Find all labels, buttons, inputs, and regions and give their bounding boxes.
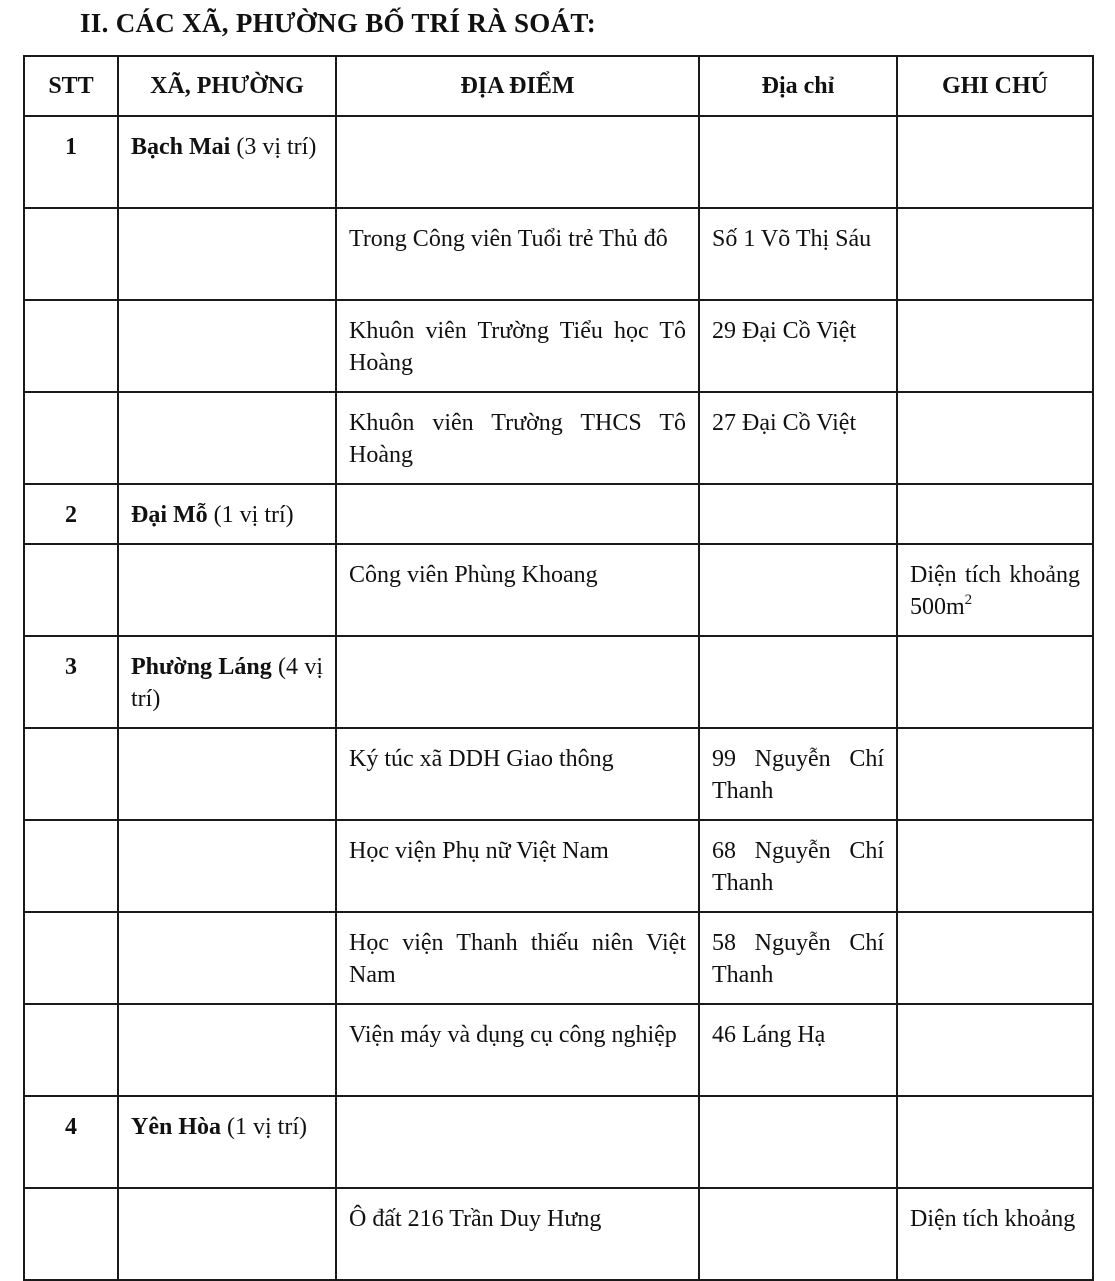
ward-count: (3 vị trí): [230, 134, 317, 160]
address-cell: Số 1 Võ Thị Sáu: [699, 208, 897, 300]
note-cell: [897, 636, 1093, 728]
ward-cell: [118, 1188, 336, 1280]
location-cell: [336, 116, 699, 208]
note-cell: [897, 1096, 1093, 1188]
table-row: [24, 728, 1093, 820]
stt-cell: [24, 392, 118, 484]
table-row: [24, 912, 1093, 1004]
ward-name: Đại Mỗ: [131, 502, 208, 528]
note-cell: [897, 208, 1093, 300]
location-cell: Ký túc xã DDH Giao thông: [336, 728, 699, 820]
table-row: [24, 208, 1093, 300]
header-stt: STT: [24, 56, 118, 116]
address-cell: [699, 636, 897, 728]
ward-cell: [118, 636, 336, 728]
table-row: [24, 1096, 1093, 1188]
location-cell: Ô đất 216 Trần Duy Hưng: [336, 1188, 699, 1280]
stt-cell: [24, 1188, 118, 1280]
ward-cell: [118, 1096, 336, 1188]
stt-cell: [24, 820, 118, 912]
address-cell: 27 Đại Cồ Việt: [699, 392, 897, 484]
location-cell: Công viên Phùng Khoang: [336, 544, 699, 636]
note-cell: [897, 728, 1093, 820]
address-cell: 46 Láng Hạ: [699, 1004, 897, 1096]
stt-cell: 1: [24, 116, 118, 208]
address-cell: 68 Nguyễn Chí Thanh: [699, 820, 897, 912]
note-cell: [897, 484, 1093, 544]
ward-cell: [118, 728, 336, 820]
address-cell: 29 Đại Cồ Việt: [699, 300, 897, 392]
table-row: [24, 636, 1093, 728]
address-cell: [699, 544, 897, 636]
table-row: [24, 484, 1093, 544]
header-ward: XÃ, PHƯỜNG: [118, 56, 336, 116]
note-cell: [897, 392, 1093, 484]
location-cell: [336, 636, 699, 728]
header-location: ĐỊA ĐIỂM: [336, 56, 699, 116]
locations-table: [23, 55, 1094, 1281]
table-row: [24, 300, 1093, 392]
location-cell: [336, 484, 699, 544]
location-cell: Học viện Phụ nữ Việt Nam: [336, 820, 699, 912]
note-cell: [897, 1004, 1093, 1096]
ward-cell: [118, 544, 336, 636]
note-cell: [897, 820, 1093, 912]
address-cell: [699, 484, 897, 544]
address-cell: 58 Nguyễn Chí Thanh: [699, 912, 897, 1004]
ward-cell: [118, 300, 336, 392]
ward-count: (4 vị trí): [131, 654, 323, 712]
table-header-row: [24, 56, 1093, 116]
table-row: [24, 392, 1093, 484]
ward-cell: [118, 208, 336, 300]
note-cell: [897, 544, 1093, 636]
address-cell: 99 Nguyễn Chí Thanh: [699, 728, 897, 820]
stt-cell: [24, 544, 118, 636]
stt-cell: [24, 300, 118, 392]
stt-cell: 2: [24, 484, 118, 544]
address-cell: [699, 1188, 897, 1280]
location-cell: Khuôn viên Trường THCS Tô Hoàng: [336, 392, 699, 484]
note-text: Diện tích khoảng 500m: [910, 562, 1080, 620]
stt-cell: [24, 208, 118, 300]
stt-cell: [24, 728, 118, 820]
location-cell: [336, 1096, 699, 1188]
ward-cell: [118, 912, 336, 1004]
ward-name: Yên Hòa: [131, 1114, 221, 1140]
stt-cell: 3: [24, 636, 118, 728]
ward-count: (1 vị trí): [207, 502, 294, 528]
ward-cell: [118, 484, 336, 544]
header-note: GHI CHÚ: [897, 56, 1093, 116]
stt-cell: [24, 912, 118, 1004]
address-cell: [699, 116, 897, 208]
header-address: Địa chỉ: [699, 56, 897, 116]
ward-cell: [118, 116, 336, 208]
location-cell: Trong Công viên Tuổi trẻ Thủ đô: [336, 208, 699, 300]
stt-cell: [24, 1004, 118, 1096]
note-cell: [897, 912, 1093, 1004]
ward-cell: [118, 1004, 336, 1096]
note-superscript: 2: [964, 592, 973, 608]
note-cell: [897, 116, 1093, 208]
location-cell: Học viện Thanh thiếu niên Việt Nam: [336, 912, 699, 1004]
stt-cell: 4: [24, 1096, 118, 1188]
location-cell: Khuôn viên Trường Tiểu học Tô Hoàng: [336, 300, 699, 392]
table-row: [24, 820, 1093, 912]
ward-cell: [118, 392, 336, 484]
ward-name: Phường Láng: [131, 654, 272, 680]
note-cell: Diện tích khoảng: [897, 1188, 1093, 1280]
ward-count: (1 vị trí): [221, 1114, 307, 1140]
note-cell: [897, 300, 1093, 392]
ward-name: Bạch Mai: [131, 134, 231, 160]
address-cell: [699, 1096, 897, 1188]
table-row: [24, 1004, 1093, 1096]
ward-cell: [118, 820, 336, 912]
location-cell: Viện máy và dụng cụ công nghiệp: [336, 1004, 699, 1096]
table-row: [24, 544, 1093, 636]
table-row: [24, 116, 1093, 208]
section-heading: II. CÁC XÃ, PHƯỜNG BỐ TRÍ RÀ SOÁT:: [80, 8, 596, 38]
table-row: [24, 1188, 1093, 1280]
